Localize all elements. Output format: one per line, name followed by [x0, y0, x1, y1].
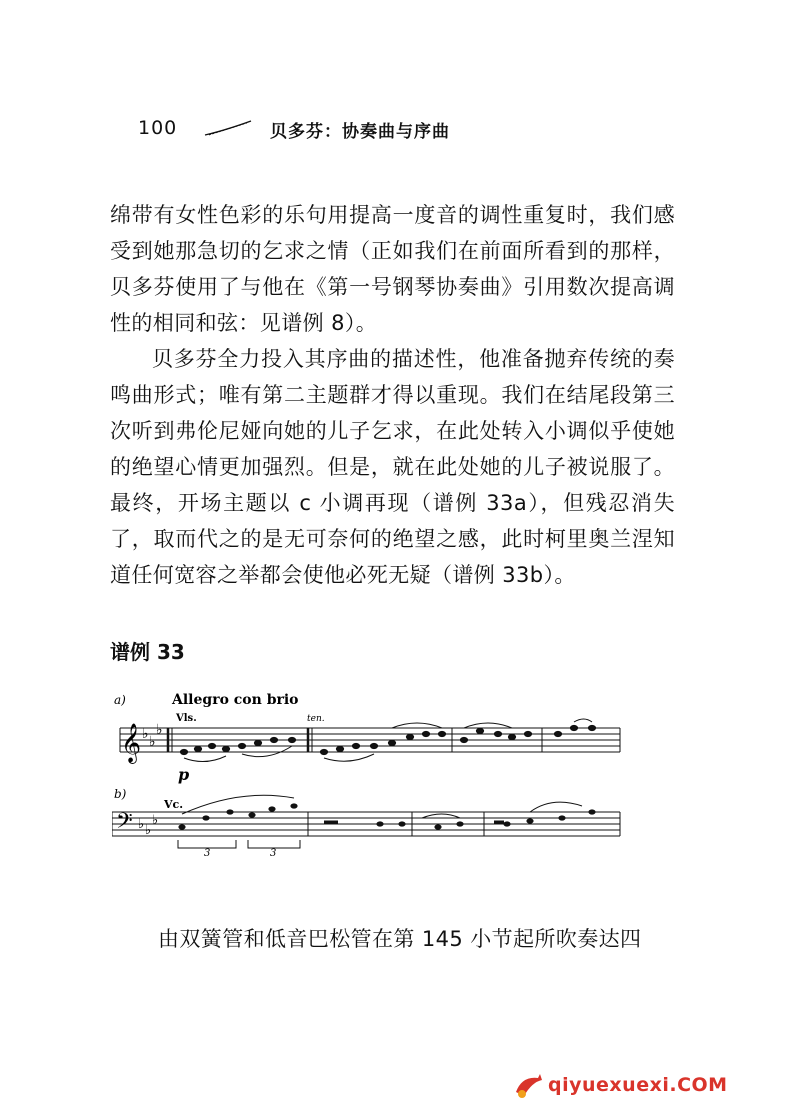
triplet-brackets: [178, 840, 300, 848]
part-a-label: a): [114, 693, 126, 707]
part-b-label: b): [114, 787, 127, 801]
staff-b: [112, 812, 620, 836]
header-ornament-icon: [203, 119, 253, 137]
instrument-b-label: Vc.: [164, 798, 184, 811]
notes-b: [178, 803, 595, 829]
bass-clef-icon: 𝄢: [116, 809, 133, 839]
svg-text:♭: ♭: [156, 722, 163, 738]
svg-text:♭: ♭: [152, 813, 159, 828]
instrument-a-label: Vls.: [176, 713, 197, 724]
svg-text:♭: ♭: [142, 726, 149, 742]
triplet-mark-1: 3: [204, 848, 211, 858]
page-number: 100: [138, 117, 178, 139]
watermark-logo-icon: [512, 1070, 546, 1102]
paragraph-1: 绵带有女性色彩的乐句用提高一度音的调性重复时，我们感受到她那急切的乞求之情（正如我们在前面所看到的那样，贝多芬使用了与他在《第一号钢琴协奏曲》引用数次提高调性的相同和弦：见谱例 8）。: [110, 203, 675, 335]
dynamic-marking: p: [178, 765, 190, 784]
example-label: 谱例 33: [110, 640, 185, 664]
triplet-mark-2: 3: [270, 848, 277, 858]
tenuto-mark: ten.: [307, 714, 325, 724]
treble-clef-icon: 𝄞: [121, 723, 142, 763]
key-signature-b: [138, 813, 158, 838]
music-example: [112, 688, 632, 858]
svg-text:♭: ♭: [138, 817, 145, 832]
running-title: 贝多芬：协奏曲与序曲: [270, 122, 450, 142]
paragraph-2: 贝多芬全力投入其序曲的描述性，他准备抛弃传统的奏鸣曲形式；唯有第二主题群才得以重现。我们在结尾段第三次听到弗伦尼娅向她的儿子乞求，在此处转入小调似乎使她的绝望心情更加强烈。但是，就在此处她的儿子被说服了。最终，开场主题以 c 小调再现（谱例 33a），但残忍消失了，取而代之的是无可奈何的绝望之感，此时柯里奥兰涅知道任何宽容之举都会使他必死无疑（谱例 33b）。: [110, 347, 675, 587]
watermark-text: qiyuexuexi.COM: [548, 1074, 728, 1096]
svg-text:♭: ♭: [149, 734, 156, 750]
slurs-b: [182, 795, 582, 818]
tempo-marking: Allegro con brio: [172, 692, 299, 708]
page-header: [138, 117, 538, 141]
paragraph-3: 由双簧管和低音巴松管在第 145 小节起所吹奏达四: [158, 927, 642, 951]
svg-text:♭: ♭: [145, 823, 152, 838]
